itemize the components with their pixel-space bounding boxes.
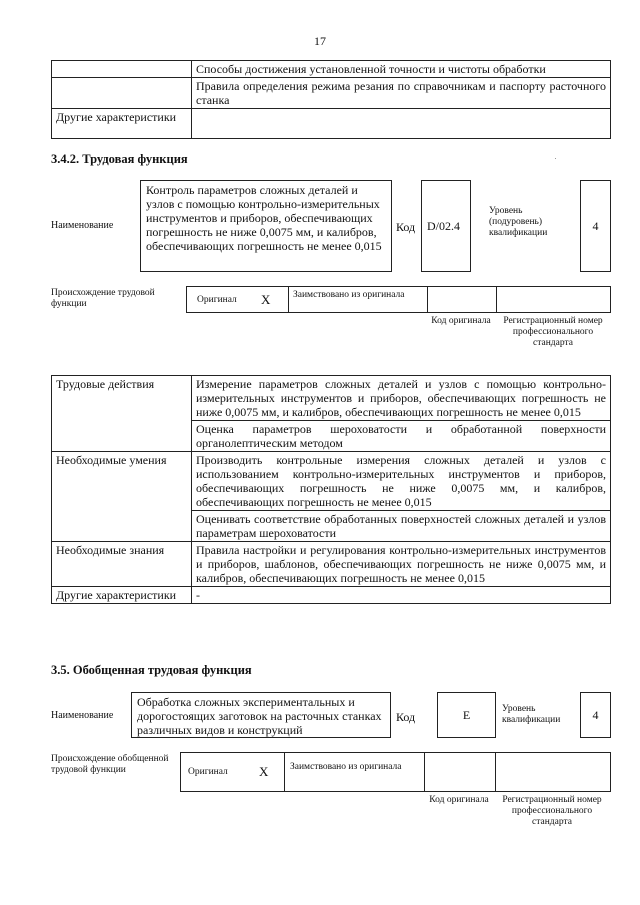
row-text: Производить контрольные измерения сложных деталей и узлов с использованием контрольно-измерительных инструментов и приборов, обеспечивающих погрешность не ниже 0,0075 мм, и калибров, обеспечивающих погрешность не менее 0,015 xyxy=(192,452,611,511)
reg-number-label: Регистрационный номер профессионального стандарта xyxy=(503,316,603,348)
generalized-function-name-box: Обработка сложных экспериментальных и дорогостоящих заготовок на расточных станках различных видов и конструкций xyxy=(131,692,391,738)
divider xyxy=(496,287,497,312)
divider xyxy=(424,753,425,791)
divider xyxy=(288,287,289,312)
function-name-box: Контроль параметров сложных деталей и узлов с помощью контрольно-измерительных инструментов и приборов, обеспечивающих погрешность не ниже 0,0075 мм, и калибров, обеспечивающих погрешность не менее 0,015 xyxy=(140,180,392,272)
level-value: 4 xyxy=(592,219,599,233)
code-label: Код xyxy=(396,710,416,724)
row-label: Необходимые умения xyxy=(52,452,192,542)
name-label: Наименование xyxy=(51,710,114,721)
row-text: Оценивать соответствие обработанных поверхностей сложных деталей и узлов параметрам шероховатости xyxy=(192,511,611,542)
section-heading-3-5: 3.5. Обобщенная трудовая функция xyxy=(51,663,252,677)
table-row xyxy=(52,78,611,109)
borrowed-label: Заимствовано из оригинала xyxy=(293,290,405,300)
divider xyxy=(495,753,496,791)
level-box xyxy=(580,692,611,738)
table-row xyxy=(52,61,611,78)
row-label: Необходимые знания xyxy=(52,542,192,587)
borrowed-label: Заимствовано из оригинала xyxy=(290,762,402,772)
code-box xyxy=(421,180,471,272)
table-row xyxy=(52,109,611,139)
row-text: - xyxy=(192,587,611,604)
code-value: D/02.4 xyxy=(427,219,460,233)
level-box xyxy=(580,180,611,272)
original-mark: X xyxy=(261,292,271,307)
table-row xyxy=(52,376,611,421)
row-label xyxy=(52,78,192,109)
code-label: Код xyxy=(396,220,416,234)
row-text: Оценка параметров шероховатости и обработанной поверхности органолептическим методом xyxy=(192,421,611,452)
table-row xyxy=(52,587,611,604)
table-row xyxy=(52,452,611,511)
level-value: 4 xyxy=(592,708,599,722)
top-continuation-table xyxy=(51,60,611,139)
row-label: Трудовые действия xyxy=(52,376,192,452)
table-row xyxy=(52,542,611,587)
original-label: Оригинал xyxy=(188,767,228,777)
code-box xyxy=(437,692,496,738)
code-original-label: Код оригинала xyxy=(429,795,489,805)
origin-box xyxy=(180,752,611,792)
name-label: Наименование xyxy=(51,220,114,231)
row-label xyxy=(52,61,192,78)
row-text: Способы достижения установленной точности и чистоты обработки xyxy=(192,61,611,78)
section-heading-3-4-2: 3.4.2. Трудовая функция xyxy=(51,152,188,166)
row-text: Измерение параметров сложных деталей и узлов с помощью контрольно-измерительных инструментов и приборов, обеспечивающих погрешность не ниже 0,0075 мм, и калибров, обеспечивающих погрешность не менее 0,015 xyxy=(192,376,611,421)
divider xyxy=(284,753,285,791)
origin-box xyxy=(186,286,611,313)
origin-label: Происхождение обобщенной трудовой функции xyxy=(51,754,169,775)
reg-number-label: Регистрационный номер профессионального стандарта xyxy=(502,795,602,827)
divider xyxy=(427,287,428,312)
origin-label: Происхождение трудовой функции xyxy=(51,288,155,309)
row-label: Другие характеристики xyxy=(52,587,192,604)
page-number: 17 xyxy=(314,34,326,48)
level-label: Уровень (подуровень) квалификации xyxy=(489,206,548,238)
original-mark: X xyxy=(259,764,269,779)
row-text: Правила определения режима резания по справочникам и паспорту расточного станка xyxy=(192,78,611,109)
scan-dot xyxy=(555,158,556,159)
labor-function-table xyxy=(51,375,611,604)
code-original-label: Код оригинала xyxy=(431,316,491,326)
row-text xyxy=(192,109,611,139)
row-label: Другие характеристики xyxy=(52,109,192,139)
original-label: Оригинал xyxy=(197,295,237,305)
row-text: Правила настройки и регулирования контрольно-измерительных инструментов и приборов, шаблонов, обеспечивающих погрешность не ниже 0,0075 мм, и калибров, обеспечивающих погрешность не менее 0,015 xyxy=(192,542,611,587)
code-value: E xyxy=(462,708,471,722)
level-label: Уровень квалификации xyxy=(502,704,561,725)
